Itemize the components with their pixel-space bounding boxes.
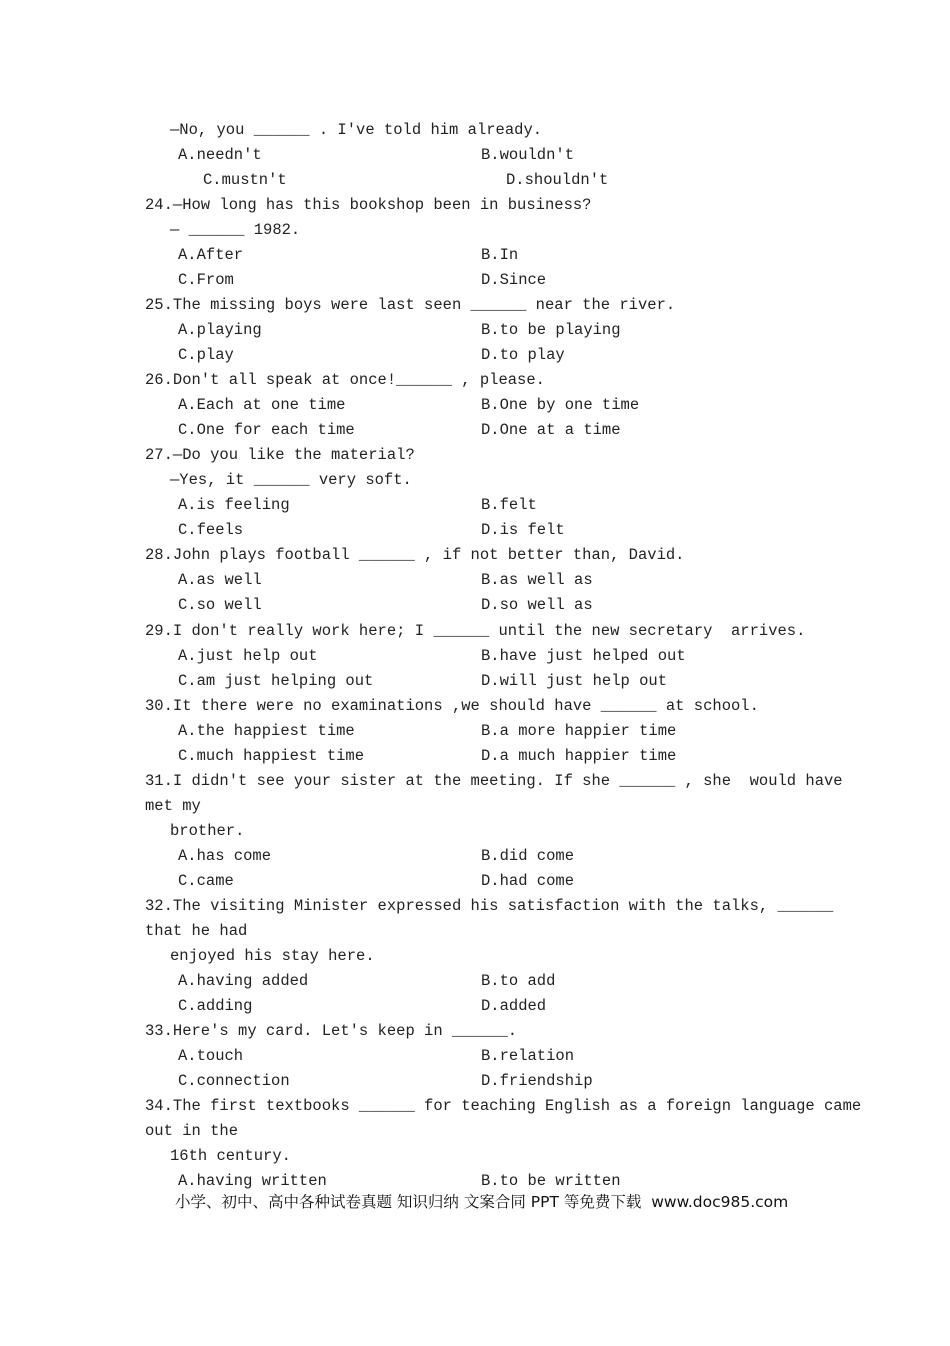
q23-option-a: A.needn't [178,146,262,164]
q28-option-c: C.so well [178,596,262,614]
q32-question-cont-2: enjoyed his stay here. [170,947,375,965]
q33-option-b: B.relation [481,1047,575,1065]
q31-option-b: B.did come [481,847,575,865]
q28-question: 28.John plays football ______ , if not better than, David. [145,546,685,564]
q32-question: 32.The visiting Minister expressed his satisfaction with the talks, ______ [145,897,834,915]
q31-option-c: C.came [178,872,234,890]
q31-question: 31.I didn't see your sister at the meeting. If she ______ , she would have [145,772,843,790]
q33-option-c: C.connection [178,1072,290,1090]
q25-option-a: A.playing [178,321,262,339]
q26-option-a: A.Each at one time [178,396,346,414]
q27-question: 27.—Do you like the material? [145,446,415,464]
q34-question: 34.The first textbooks ______ for teaching English as a foreign language came [145,1097,862,1115]
q25-option-d: D.to play [481,346,565,364]
q23-option-c: C.mustn't [203,171,287,189]
q26-option-b: B.One by one time [481,396,640,414]
q33-option-d: D.friendship [481,1072,593,1090]
q34-question-cont-2: 16th century. [170,1147,291,1165]
q31-question-cont-2: brother. [170,822,245,840]
q32-option-b: B.to add [481,972,556,990]
q23-option-d: D.shouldn't [506,171,609,189]
q27-option-c: C.feels [178,521,244,539]
q30-option-d: D.a much happier time [481,747,677,765]
q25-option-b: B.to be playing [481,321,621,339]
q26-option-c: C.One for each time [178,421,355,439]
q24-option-a: A.After [178,246,244,264]
q24-answer-line: — ______ 1982. [170,221,301,239]
q29-option-b: B.have just helped out [481,647,686,665]
q24-question: 24.—How long has this bookshop been in business? [145,196,592,214]
q27-answer-line: —Yes, it ______ very soft. [170,471,412,489]
q28-option-d: D.so well as [481,596,593,614]
q24-option-d: D.Since [481,271,547,289]
q28-option-b: B.as well as [481,571,593,589]
q26-question: 26.Don't all speak at once!______ , please. [145,371,545,389]
q30-option-c: C.much happiest time [178,747,365,765]
q34-option-a: A.having written [178,1172,327,1190]
q32-option-d: D.added [481,997,547,1015]
q31-option-a: A.has come [178,847,272,865]
q33-question: 33.Here's my card. Let's keep in ______. [145,1022,518,1040]
q30-question: 30.It there were no examinations ,we should have ______ at school. [145,697,759,715]
footer-watermark-text: 小学、初中、高中各种试卷真题 知识归纳 文案合同 PPT 等免费下载 www.doc985.com [175,1193,789,1211]
q30-option-a: A.the happiest time [178,722,355,740]
q31-question-cont-1: met my [145,797,201,815]
q25-option-c: C.play [178,346,234,364]
q24-option-b: B.In [481,246,519,264]
q34-question-cont-1: out in the [145,1122,239,1140]
q29-option-d: D.will just help out [481,672,668,690]
q29-option-a: A.just help out [178,647,318,665]
q33-option-a: A.touch [178,1047,244,1065]
q30-option-b: B.a more happier time [481,722,677,740]
q27-option-b: B.felt [481,496,537,514]
q29-question: 29.I don't really work here; I ______ until the new secretary arrives. [145,622,806,640]
q29-option-c: C.am just helping out [178,672,374,690]
q27-option-a: A.is feeling [178,496,290,514]
q32-option-a: A.having added [178,972,309,990]
q24-option-c: C.From [178,271,234,289]
q34-option-b: B.to be written [481,1172,621,1190]
q32-question-cont-1: that he had [145,922,248,940]
q25-question: 25.The missing boys were last seen ______ near the river. [145,296,676,314]
q31-option-d: D.had come [481,872,575,890]
q27-option-d: D.is felt [481,521,565,539]
q32-option-c: C.adding [178,997,253,1015]
q28-option-a: A.as well [178,571,262,589]
q23-answer-line: —No, you ______ . I've told him already. [170,121,543,139]
q26-option-d: D.One at a time [481,421,621,439]
q23-option-b: B.wouldn't [481,146,575,164]
